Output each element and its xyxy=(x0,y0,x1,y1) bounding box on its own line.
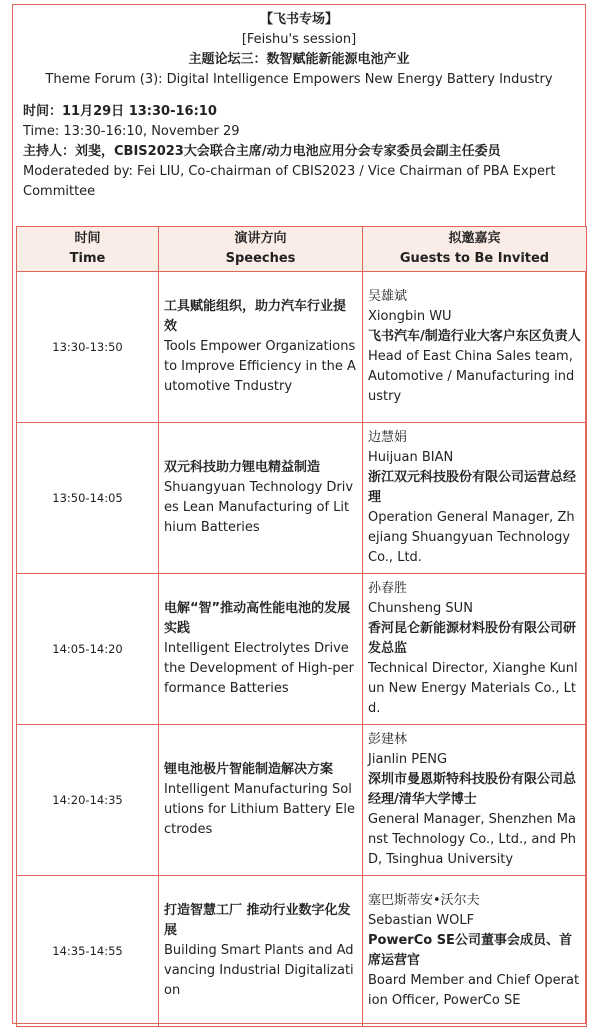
host-en: Moderateded by: Fei LIU, Co-chairman of CBIS2023 / Vice Chairman of PBA Expert Committee xyxy=(23,164,556,199)
guest-title-en: Board Member and Chief Operation Officer, PowerCo SE xyxy=(368,973,580,1008)
row-speech xyxy=(159,725,363,876)
guest-name-zh: 孙春胜 xyxy=(368,581,408,596)
guest-name-en: Huijuan BIAN xyxy=(368,450,454,465)
row-speech xyxy=(159,574,363,725)
row-speech xyxy=(159,423,363,574)
speech-en: Intelligent Electrolytes Drive the Development of High-performance Batteries xyxy=(164,641,354,696)
header-guests: 拟邀嘉宾 Guests to Be Invited xyxy=(363,227,587,272)
guest-name-en: Sebastian WOLF xyxy=(368,913,475,928)
row-time: 13:50-14:05 xyxy=(17,423,159,574)
time-zh: 时间：11月29日 13:30-16:10 xyxy=(23,104,217,119)
session-meta xyxy=(13,90,585,202)
header-time: 时间 Time xyxy=(17,227,159,272)
guest-name-zh: 吴雄斌 xyxy=(368,289,408,304)
agenda-table xyxy=(16,226,587,1027)
row-guest xyxy=(363,876,587,1027)
speech-zh: 锂电池极片智能制造解决方案 xyxy=(164,762,334,777)
row-guest xyxy=(363,272,587,423)
speech-zh: 工具赋能组织，助力汽车行业提效 xyxy=(164,299,347,334)
row-speech xyxy=(159,272,363,423)
row-time: 13:30-13:50 xyxy=(17,272,159,423)
header-speeches: 演讲方向 Speeches xyxy=(159,227,363,272)
guest-name-en: Jianlin PENG xyxy=(368,752,448,767)
row-time: 14:20-14:35 xyxy=(17,725,159,876)
guest-title-zh: 浙江双元科技股份有限公司运营总经理 xyxy=(368,470,577,505)
row-guest xyxy=(363,423,587,574)
host-zh: 主持人：刘斐，CBIS2023大会联合主席/动力电池应用分会专家委员会副主任委员 xyxy=(23,144,501,159)
guest-title-en: Operation General Manager, Zhejiang Shuangyuan Technology Co., Ltd. xyxy=(368,510,575,565)
table-row xyxy=(17,272,587,423)
forum-title-en: Theme Forum (3): Digital Intelligence Empowers New Energy Battery Industry xyxy=(45,72,553,87)
row-speech xyxy=(159,876,363,1027)
forum-title-zh: 主题论坛三：数智赋能新能源电池产业 xyxy=(188,52,410,67)
table-row xyxy=(17,876,587,1027)
row-time: 14:35-14:55 xyxy=(17,876,159,1027)
table-row xyxy=(17,725,587,876)
session-title-zh: 【飞书专场】 xyxy=(259,12,338,27)
guest-name-zh: 边慧娟 xyxy=(368,430,408,445)
guest-name-en: Xiongbin WU xyxy=(368,309,452,324)
speech-en: Building Smart Plants and Advancing Industrial Digitalization xyxy=(164,943,354,998)
guest-title-zh: 深圳市曼恩斯特科技股份有限公司总经理/清华大学博士 xyxy=(368,772,577,807)
time-en: Time: 13:30-16:10, November 29 xyxy=(23,124,240,139)
guest-title-en: Technical Director, Xianghe Kunlun New Energy Materials Co., Ltd. xyxy=(368,661,578,716)
guest-title-zh: PowerCo SE公司董事会成员、首席运营官 xyxy=(368,933,572,968)
speech-en: Tools Empower Organizations to Improve Efficiency in the Automotive Tndustry xyxy=(164,339,356,394)
row-time: 14:05-14:20 xyxy=(17,574,159,725)
speech-zh: 电解“智”推动高性能电池的发展实践 xyxy=(164,601,351,636)
table-row xyxy=(17,574,587,725)
speech-zh: 双元科技助力锂电精益制造 xyxy=(164,460,321,475)
table-header-row xyxy=(17,227,587,272)
guest-name-zh: 彭建林 xyxy=(368,732,408,747)
row-guest xyxy=(363,725,587,876)
guest-title-en: Head of East China Sales team, Automotive / Manufacturing industry xyxy=(368,349,575,404)
row-guest xyxy=(363,574,587,725)
session-title-en: [Feishu's session] xyxy=(241,32,357,47)
session-header xyxy=(13,5,585,90)
guest-title-zh: 香河昆仑新能源材料股份有限公司研发总监 xyxy=(368,621,577,656)
guest-title-zh: 飞书汽车/制造行业大客户东区负责人 xyxy=(368,329,581,344)
speech-en: Intelligent Manufacturing Solutions for Lithium Battery Electrodes xyxy=(164,782,355,837)
speech-zh: 打造智慧工厂 推动行业数字化发展 xyxy=(164,903,351,938)
guest-name-zh: 塞巴斯蒂安•沃尔夫 xyxy=(368,893,480,908)
guest-name-en: Chunsheng SUN xyxy=(368,601,473,616)
speech-en: Shuangyuan Technology Drives Lean Manufacturing of Lithium Batteries xyxy=(164,480,354,535)
guest-title-en: General Manager, Shenzhen Manst Technology Co., Ltd., and PhD, Tsinghua University xyxy=(368,812,577,867)
table-row xyxy=(17,423,587,574)
